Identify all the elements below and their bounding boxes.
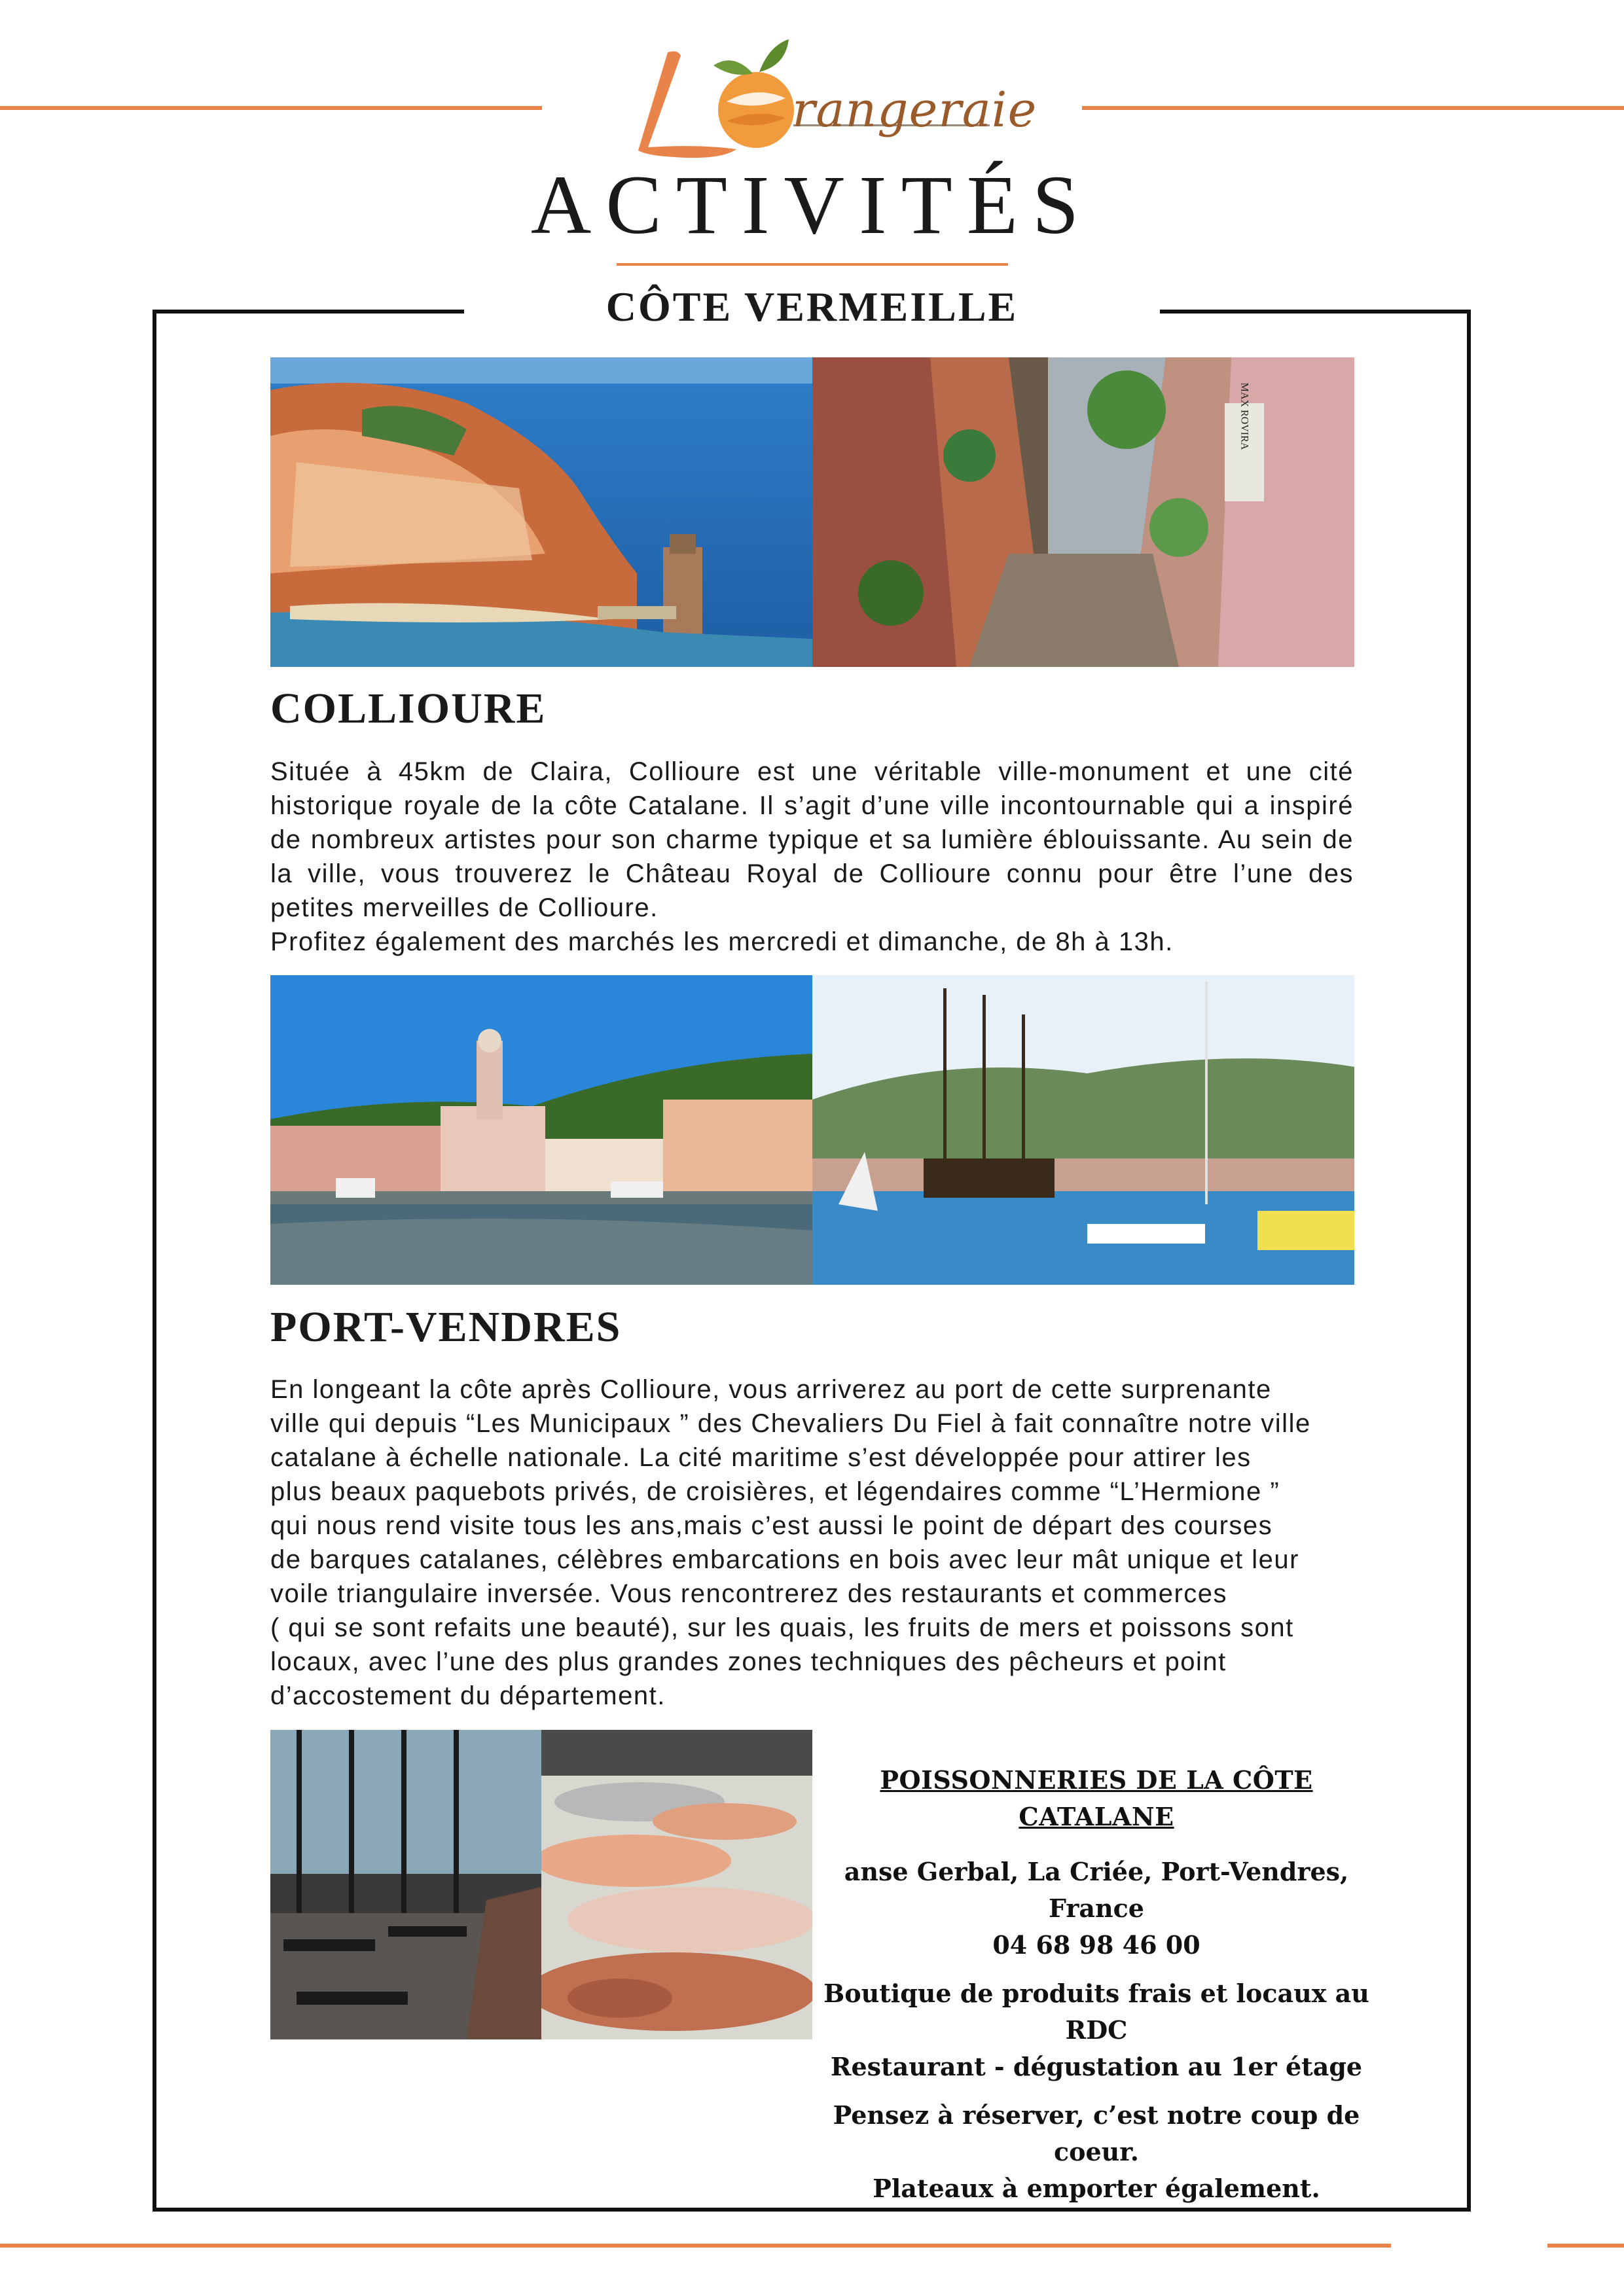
street-sign-text: MAX ROVIRA [1238,382,1250,450]
top-left-rule [0,106,542,110]
title-underline [617,263,1008,266]
port-vendres-title: PORT-VENDRES [270,1303,622,1351]
collioure-street-photo [812,357,1354,667]
port-vendres-line: catalane à échelle nationale. La cité maritime s’est développée pour attirer les [270,1443,1252,1472]
port-vendres-line: locaux, avec l’une des plus grandes zones techniques des pêcheurs et point [270,1647,1227,1676]
port-vendres-line: plus beaux paquebots privés, de croisières, et légendaires comme “L’Hermione ” [270,1477,1280,1506]
port-vendres-line: d’accostement du département. [270,1681,666,1710]
poissonneries-phone: 04 68 98 46 00 [992,1930,1200,1960]
collioure-title: COLLIOURE [270,685,547,732]
section-subtitle: CÔTE VERMEILLE [605,283,1019,330]
frame-bottom [153,2208,1471,2212]
port-vendres-ship-photo [812,975,1354,1285]
port-vendres-paragraph [270,1372,1354,1713]
orangeraie-logo [622,33,1038,164]
port-vendres-line: de barques catalanes, célèbres embarcations en bois avec leur mât unique et leur [270,1545,1299,1574]
port-vendres-church-photo [270,975,812,1285]
port-vendres-line: qui nous rend visite tous les ans,mais c’est aussi le point de départ des courses [270,1511,1273,1540]
collioure-bay-photo [270,357,812,667]
collioure-paragraph [270,755,1354,959]
poissonneries-heading: POISSONNERIES DE LA CÔTE CATALANE [880,1765,1313,1831]
bottom-left-rule [0,2244,1391,2248]
collioure-text-last: Profitez également des marchés les mercredi et dimanche, de 8h à 13h. [270,927,1174,956]
poissonneries-tip-2: Plateaux à emporter également. [873,2174,1320,2203]
top-right-rule [1082,106,1624,110]
port-vendres-line: En longeant la côte après Collioure, vous arriverez au port de cette surprenante [270,1375,1272,1404]
restaurant-interior-photo [270,1730,541,2039]
frame-left [153,310,156,2212]
collioure-text: Située à 45km de Claira, Collioure est une véritable ville-monument et une cité historique royale de la côte Catalane. Il s’agit d’une ville incontournable qui a inspiré de nombreux artistes pour son charme typique et sa lumière éblouissante. Au sein de la ville, vous trouverez le Château Royal de Collioure connu pour être l’une des petites merveilles de Collioure. [270,757,1354,922]
poissonneries-desc-2: Restaurant - dégustation au 1er étage [830,2052,1363,2081]
port-vendres-line: ville qui depuis “Les Municipaux ” des Chevaliers Du Fiel à fait connaître notre ville [270,1409,1311,1438]
port-vendres-line: ( qui se sont refaits une beauté), sur les quais, les fruits de mers et poissons sont [270,1613,1294,1642]
page-title: ACTIVITÉS [530,158,1094,251]
fish-stall-photo [541,1730,812,2039]
poissonneries-tip-1: Pensez à réserver, c’est notre coup de coeur. [833,2100,1360,2166]
poissonneries-desc-1: Boutique de produits frais et locaux au RDC [823,1979,1369,2045]
bottom-right-rule [1547,2244,1624,2248]
logo-text: rangeraie [792,82,1038,138]
frame-right [1467,310,1471,2212]
poissonneries-address: anse Gerbal, La Criée, Port-Vendres, France [844,1857,1349,1923]
port-vendres-line: voile triangulaire inversée. Vous rencontrerez des restaurants et commerces [270,1579,1228,1608]
poissonneries-info [812,1762,1381,2207]
